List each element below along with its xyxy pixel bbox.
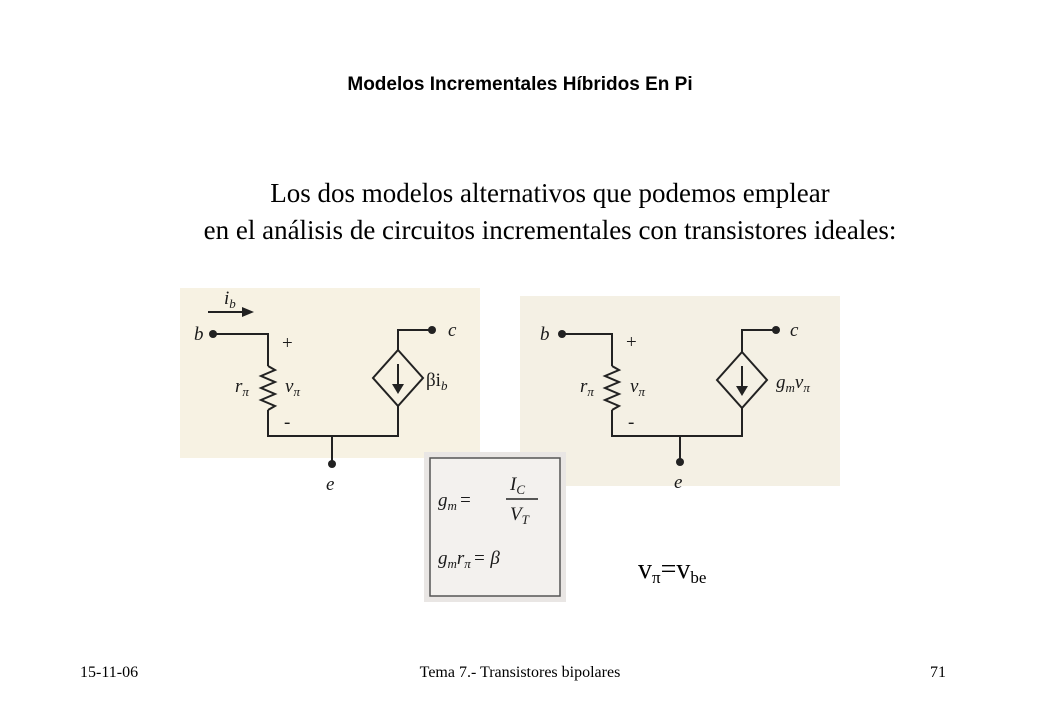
voltage-label: $v_\pi$ (630, 376, 645, 399)
formula-box-scan (424, 452, 566, 602)
vpi-equation: $v_\pi=v_{be}$ (638, 554, 707, 587)
slide-title: Modelos Incrementales Híbridos En Pi (347, 74, 693, 95)
voltage-label: $v_\pi$ (285, 376, 300, 399)
plus-sign: + (626, 332, 637, 353)
base-current-label: $i_b$ (224, 288, 236, 311)
source-label: $\beta i_b$ (426, 370, 448, 393)
right-circuit-scan (520, 296, 840, 486)
collector-terminal-label: c (790, 320, 799, 341)
resistor-label: $r_\pi$ (580, 376, 594, 399)
formula-box (424, 452, 566, 602)
source-label: $g_mv_\pi$ (776, 372, 810, 395)
footer-page-number: 71 (930, 664, 946, 681)
emitter-terminal-dot (328, 460, 336, 468)
base-terminal-label: b (194, 324, 204, 345)
left-circuit-scan (180, 288, 480, 458)
emitter-terminal-dot (676, 458, 684, 466)
numerator-ic: $I_C$ (510, 474, 525, 497)
gm-r-pi-product: $g_mr_\pi = \beta$ (438, 548, 500, 571)
intro-line-1: Los dos modelos alternativos que podemos emplear (270, 178, 830, 208)
right-emitter-label-box (664, 468, 704, 498)
denominator-vt: $V_T$ (510, 504, 529, 527)
emitter-terminal-label: e (674, 472, 683, 493)
gm-label: $g_m$ = (438, 490, 472, 513)
plus-sign: + (282, 333, 293, 354)
collector-terminal-label: c (448, 320, 457, 341)
minus-sign: - (628, 412, 635, 433)
intro-line-2: en el análisis de circuitos incrementales con transistores ideales: (203, 215, 897, 245)
formula-frame (430, 458, 560, 596)
left-emitter-node (300, 452, 360, 498)
footer-date: 15-11-06 (80, 664, 139, 681)
resistor-label: $r_\pi$ (235, 376, 249, 399)
base-terminal-label: b (540, 324, 550, 345)
right-hybrid-pi-circuit (520, 296, 840, 486)
footer-topic: Tema 7.- Transistores bipolares (419, 664, 621, 681)
minus-sign: - (284, 412, 291, 433)
left-hybrid-pi-circuit (180, 288, 480, 458)
emitter-terminal-label: e (326, 474, 335, 495)
